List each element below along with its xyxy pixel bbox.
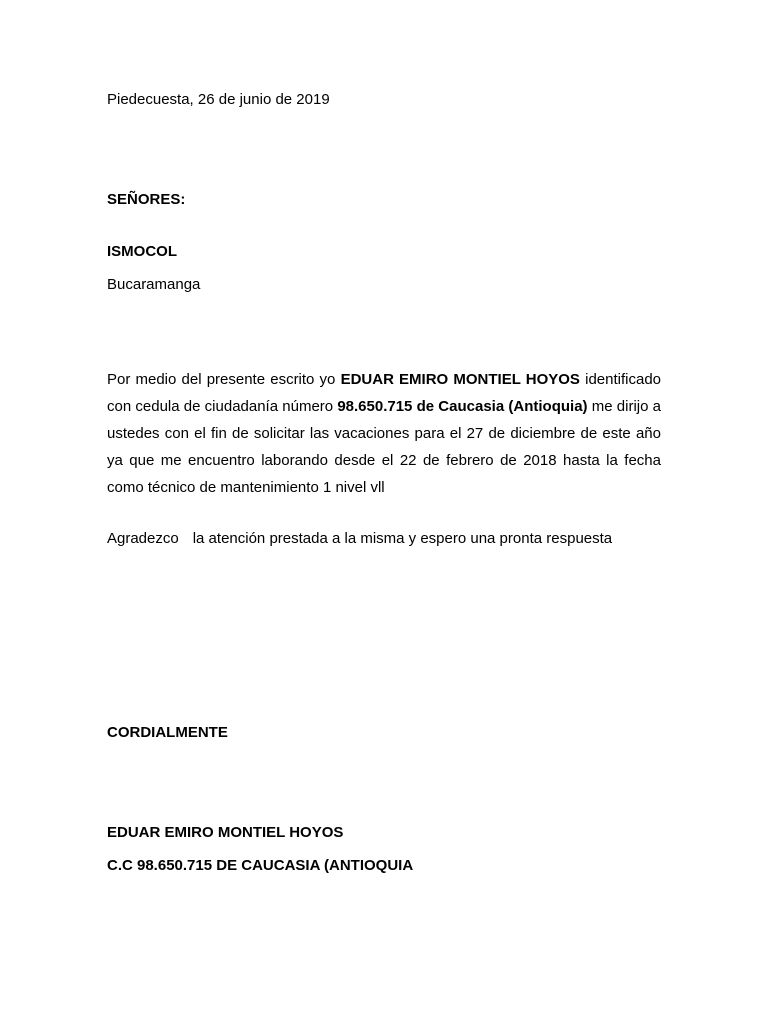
recipient-company: ISMOCOL bbox=[107, 243, 177, 260]
salutation: SEÑORES: bbox=[107, 191, 186, 208]
signature-id: C.C 98.650.715 DE CAUCASIA (ANTIOQUIA bbox=[107, 857, 414, 874]
requester-name: EDUAR EMIRO MONTIEL HOYOS bbox=[340, 371, 580, 388]
requester-id: 98.650.715 de Caucasia (Antioquia) bbox=[337, 398, 588, 415]
thanks-line bbox=[107, 530, 612, 548]
body-paragraph bbox=[107, 366, 661, 501]
signature-name: EDUAR EMIRO MONTIEL HOYOS bbox=[107, 824, 344, 841]
recipient-city: Bucaramanga bbox=[107, 276, 201, 293]
thanks-start: Agradezco bbox=[107, 530, 179, 547]
body-text-1: Por medio del presente escrito yo bbox=[107, 371, 341, 388]
closing: CORDIALMENTE bbox=[107, 724, 228, 741]
body-text-3: me dirijo a ustedes con el fin de solicitar las vacaciones para el 27 de diciembre de este año ya que me encuentro laborando desde el 22 de febrero de 2018 hasta la fecha como técnico de mantenimiento 1 nivel vll bbox=[107, 398, 661, 496]
thanks-rest: la atención prestada a la misma y espero una pronta respuesta bbox=[192, 530, 613, 547]
date-line: Piedecuesta, 26 de junio de 2019 bbox=[107, 91, 330, 108]
body-text-2: identificado con cedula de ciudadanía número bbox=[107, 371, 661, 415]
